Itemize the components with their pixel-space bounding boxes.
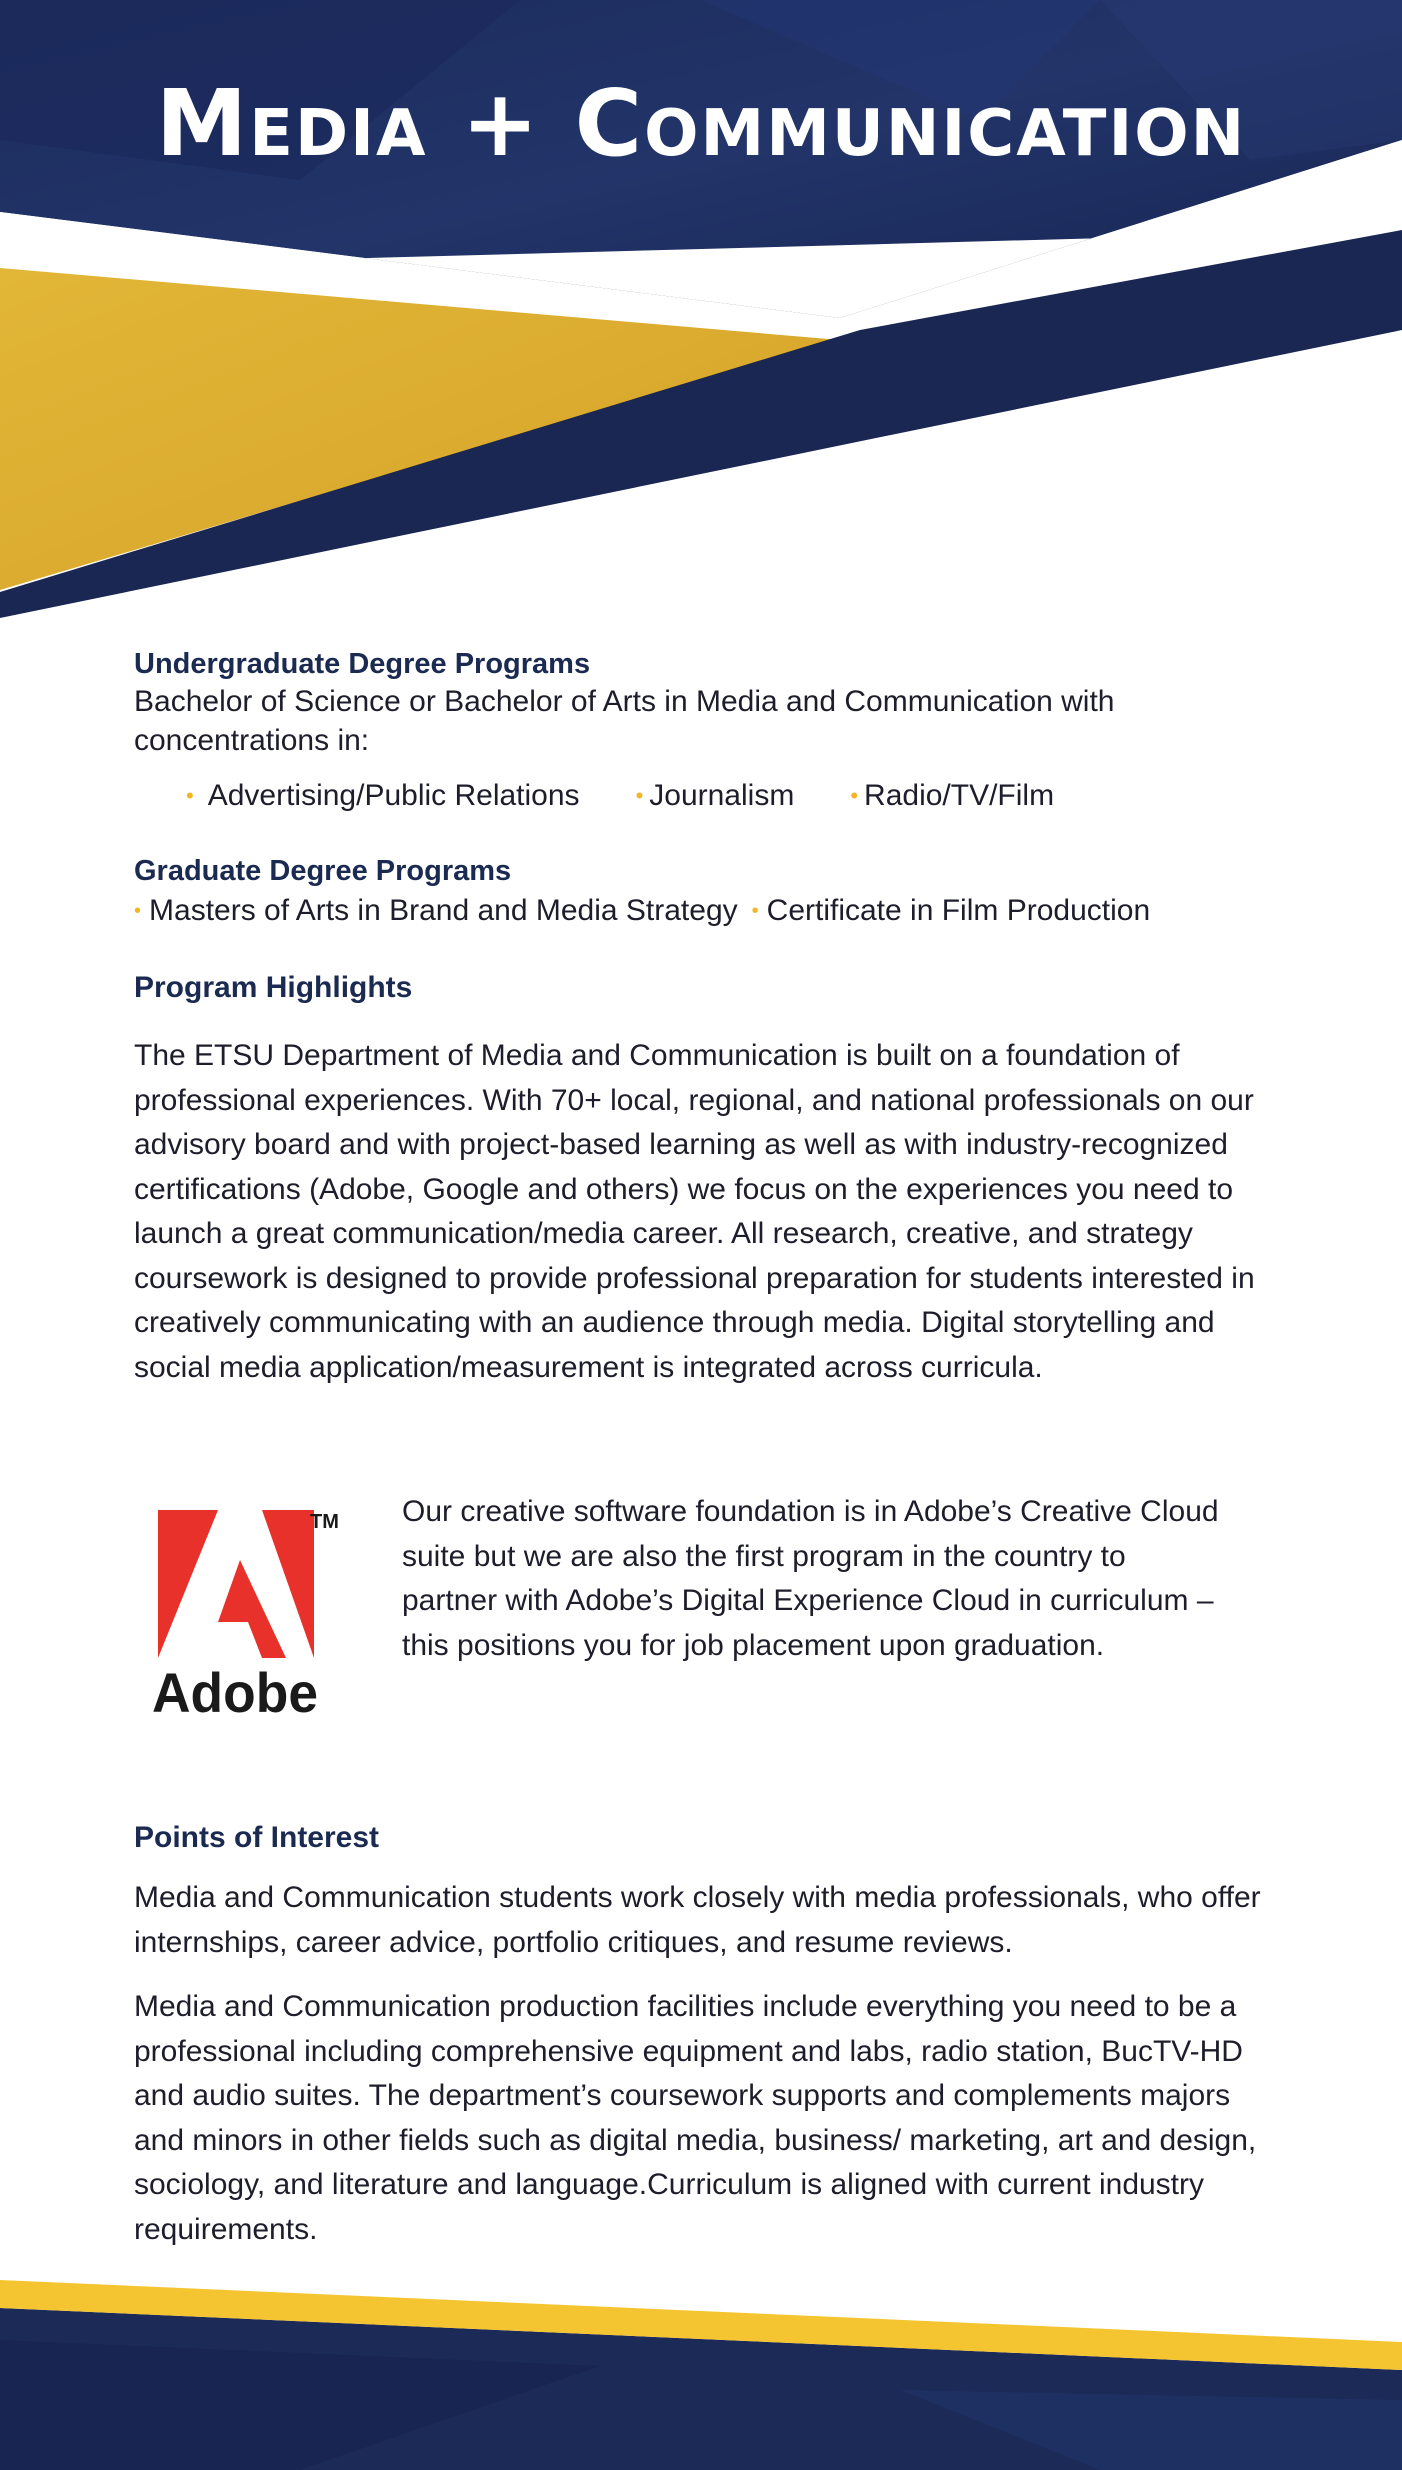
points-of-interest-section [134, 1820, 1274, 2252]
graduate-heading: Graduate Degree Programs [134, 855, 512, 887]
bullet-icon: • [635, 783, 644, 808]
highlights-heading: Program Highlights [134, 971, 413, 1004]
list-item: • Masters of Arts in Brand and Media Strategy [134, 894, 738, 927]
points-paragraph-2: Media and Communication production facilities include everything you need to be a professional including comprehensive equipment and labs, radio station, BucTV-HD and audio suites. The department’s coursework supports and complements majors and minors in other fields such as digital media, business/ marketing, art and design, sociology, and literature and language.Curriculum is aligned with current industry requirements. [134, 1990, 1257, 2246]
adobe-section [402, 1490, 1222, 1668]
bullet-icon: • [850, 783, 859, 808]
undergraduate-section [134, 646, 1274, 818]
page-title: Media + Communication [155, 70, 1247, 177]
adobe-logo [152, 1502, 362, 1720]
concentration-list [134, 774, 1274, 818]
highlights-text: The ETSU Department of Media and Communication is built on a foundation of professional experiences. With 70+ local, regional, and national professionals on our advisory board and with project-based learning as well as with industry-recognized certifications (Adobe, Google and others) we focus on the experiences you need to launch a great communication/media career. All research, creative, and strategy coursework is designed to provide professional preparation for students interested in creatively communicating with an audience through media. Digital storytelling and social media application/measurement is integrated across curricula. [134, 1039, 1255, 1384]
adobe-tm-mark: TM [310, 1511, 339, 1533]
footer-banner [0, 2280, 1402, 2470]
graduate-program-list [134, 889, 1274, 933]
list-item: • Journalism [635, 779, 795, 812]
bullet-icon: • [186, 783, 194, 808]
list-item: • Advertising/Public Relations [186, 779, 580, 812]
highlights-section [134, 970, 1274, 1390]
undergraduate-intro: Bachelor of Science or Bachelor of Arts in Media and Communication with concentrations in: [134, 685, 1115, 757]
adobe-text: Our creative software foundation is in Adobe’s Creative Cloud suite but we are also the first program in the country to partner with Adobe’s Digital Experience Cloud in curriculum – this positions you for job placement upon graduation. [402, 1495, 1219, 1662]
list-item: • Radio/TV/Film [850, 779, 1055, 812]
points-paragraph-1: Media and Communication students work closely with media professionals, who offer internships, career advice, portfolio critiques, and resume reviews. [134, 1881, 1261, 1959]
bullet-icon: • [751, 900, 759, 922]
bullet-icon: • [134, 900, 142, 922]
undergraduate-heading: Undergraduate Degree Programs [134, 648, 591, 680]
adobe-wordmark: Adobe [152, 1661, 318, 1720]
graduate-section [134, 853, 1274, 933]
points-of-interest-heading: Points of Interest [134, 1821, 380, 1854]
list-item: • Certificate in Film Production [751, 894, 1151, 927]
